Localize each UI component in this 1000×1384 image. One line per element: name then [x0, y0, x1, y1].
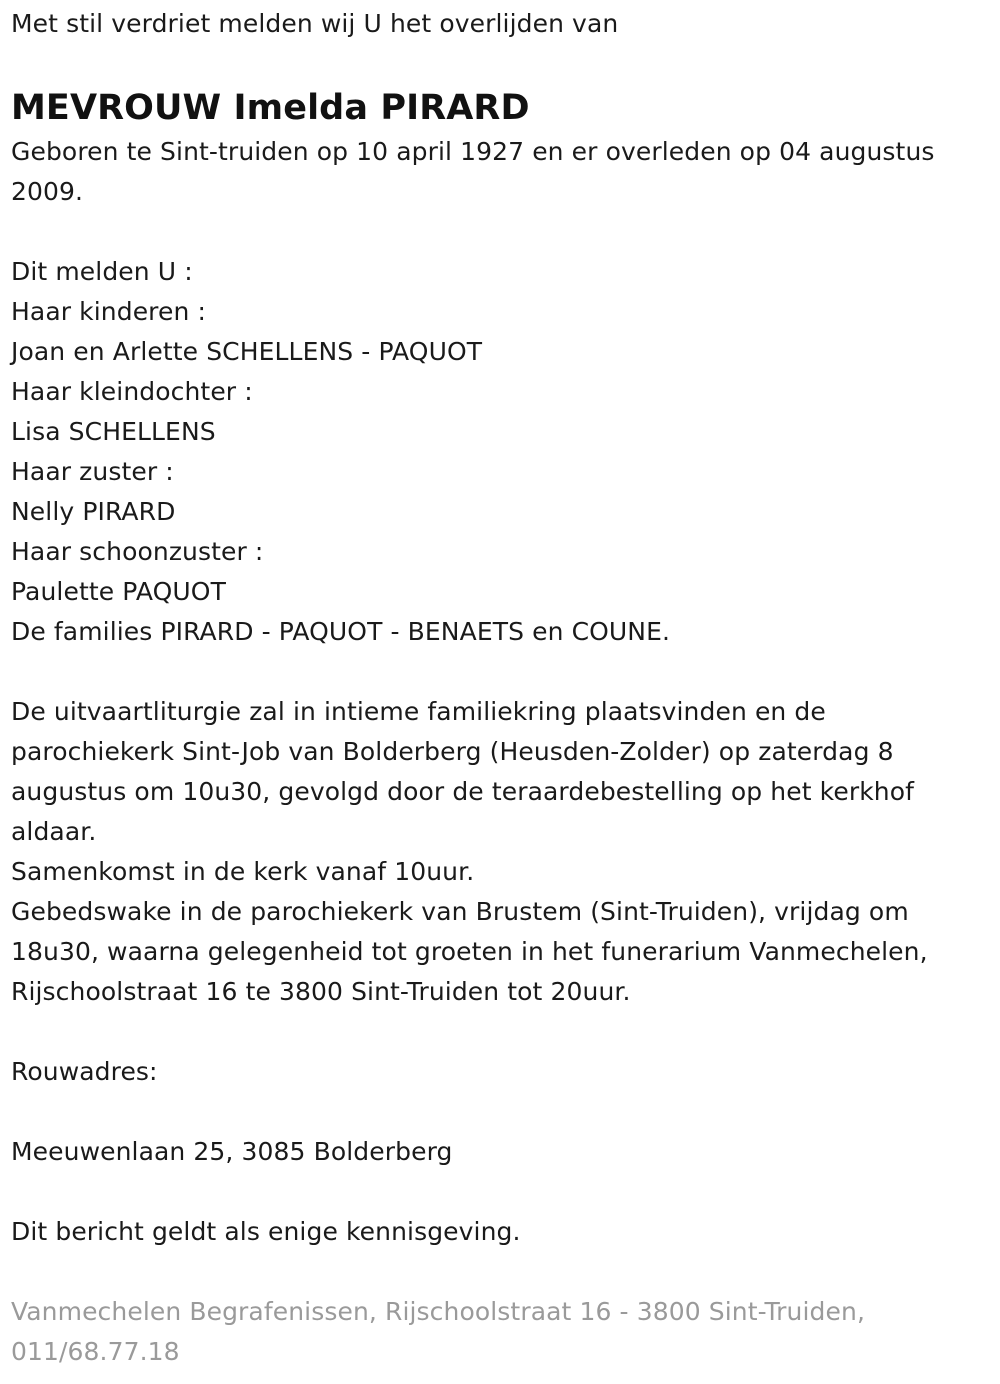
- spacer: [11, 1092, 990, 1132]
- intro-text: Met stil verdriet melden wij U het overlijden van: [11, 9, 619, 38]
- spacer: [11, 652, 990, 692]
- deceased-name: MEVROUW Imelda PIRARD: [11, 88, 530, 128]
- relative-name: Nelly PIRARD: [11, 497, 176, 526]
- wake-line: Gebedswake in de parochiekerk van Brustem (Sint-Truiden), vrijdag om: [11, 897, 909, 926]
- relation-label: Haar kinderen :: [11, 297, 207, 326]
- announcement-block: [11, 252, 990, 652]
- gathering-line: Samenkomst in de kerk vanaf 10uur.: [11, 857, 475, 886]
- relative-name: Joan en Arlette SCHELLENS - PAQUOT: [11, 337, 483, 366]
- spacer: [11, 1012, 990, 1052]
- relation-label: Haar kleindochter :: [11, 377, 253, 406]
- footer-phone: 011/68.77.18: [11, 1337, 180, 1366]
- spacer: [11, 212, 990, 252]
- relation-label: Haar schoonzuster :: [11, 537, 264, 566]
- funeral-line: augustus om 10u30, gevolgd door de teraardebestelling op het kerkhof: [11, 777, 915, 806]
- relative-name: Lisa SCHELLENS: [11, 417, 216, 446]
- funeral-line: aldaar.: [11, 817, 97, 846]
- funeral-home-footer: [11, 1292, 990, 1372]
- relative-name: Paulette PAQUOT: [11, 577, 226, 606]
- spacer: [11, 1172, 990, 1212]
- birth-death-line-1: Geboren te Sint-truiden op 10 april 1927 en er overleden op 04 augustus: [11, 137, 935, 166]
- relation-label: Haar zuster :: [11, 457, 174, 486]
- funeral-details: [11, 692, 990, 1012]
- funeral-line: De uitvaartliturgie zal in intieme familiekring plaatsvinden en de: [11, 697, 826, 726]
- families-line: De families PIRARD - PAQUOT - BENAETS en COUNE.: [11, 617, 671, 646]
- spacer: [11, 1252, 990, 1292]
- notice-text: Dit bericht geldt als enige kennisgeving.: [11, 1217, 521, 1246]
- wake-line: Rijschoolstraat 16 te 3800 Sint-Truiden tot 20uur.: [11, 977, 631, 1006]
- mourning-address-label: Rouwadres:: [11, 1057, 158, 1086]
- footer-line-1: Vanmechelen Begrafenissen, Rijschoolstraat 16 - 3800 Sint-Truiden,: [11, 1297, 865, 1326]
- birth-death-line-2: 2009.: [11, 177, 84, 206]
- mourning-address: Meeuwenlaan 25, 3085 Bolderberg: [11, 1137, 453, 1166]
- funeral-line: parochiekerk Sint-Job van Bolderberg (Heusden-Zolder) op zaterdag 8: [11, 737, 894, 766]
- announcement-heading: Dit melden U :: [11, 257, 193, 286]
- spacer: [11, 44, 990, 84]
- wake-line: 18u30, waarna gelegenheid tot groeten in het funerarium Vanmechelen,: [11, 937, 928, 966]
